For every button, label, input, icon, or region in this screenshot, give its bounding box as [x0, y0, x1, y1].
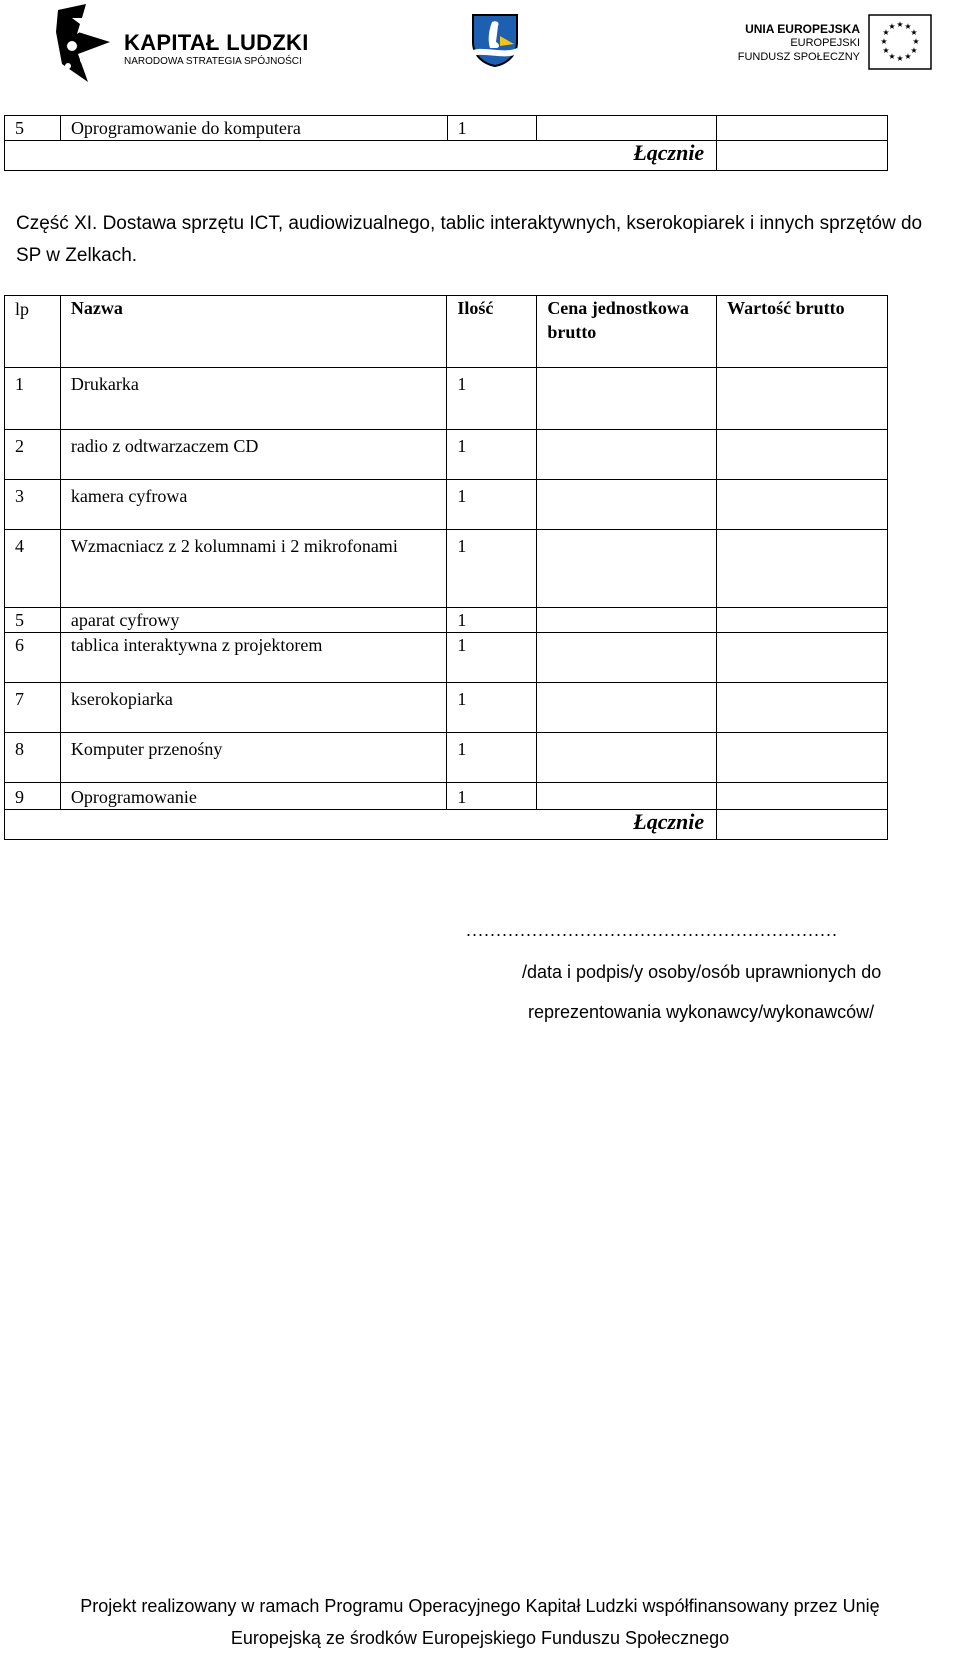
cell-name: Drukarka	[60, 368, 446, 430]
table-row	[5, 480, 888, 530]
table-row	[5, 430, 888, 480]
section-heading: Część XI. Dostawa sprzętu ICT, audiowizualnego, tablic interaktywnych, kserokopiarek i innych sprzętów do SP w Zelkach.	[16, 213, 923, 266]
header-lp: lp	[5, 296, 61, 368]
header-unit-price: Cena jednostkowa brutto	[537, 296, 717, 368]
cell-lp: 2	[5, 430, 61, 480]
cell-lp: 5	[5, 116, 61, 141]
table-row	[5, 783, 888, 810]
cell-value	[717, 783, 888, 810]
cell-unit-price	[537, 530, 717, 608]
cell-lp: 3	[5, 480, 61, 530]
svg-text:★: ★	[880, 37, 888, 46]
cell-value	[717, 608, 888, 633]
eu-flag-icon	[868, 14, 932, 70]
cell-value	[717, 430, 888, 480]
footer	[0, 1590, 960, 1654]
eu-fund-label	[730, 22, 860, 64]
cell-qty: 1	[447, 530, 537, 608]
cell-qty: 1	[447, 608, 537, 633]
svg-text:★: ★	[896, 20, 904, 29]
total-value-cell	[717, 141, 888, 171]
svg-text:★: ★	[910, 46, 918, 55]
cell-unit-price	[537, 633, 717, 683]
signature-line: ..............................................................	[466, 920, 839, 940]
cell-qty: 1	[447, 683, 537, 733]
table-row	[5, 116, 888, 141]
cell-qty: 1	[447, 733, 537, 783]
eu-label-line3: FUNDUSZ SPOŁECZNY	[737, 51, 860, 63]
kapital-ludzki-logo	[48, 2, 308, 84]
svg-text:★: ★	[888, 22, 896, 31]
cell-qty: 1	[447, 480, 537, 530]
signature-caption-line2: reprezentowania wykonawcy/wykonawców/	[528, 1002, 875, 1022]
cell-value	[717, 480, 888, 530]
cell-lp: 1	[5, 368, 61, 430]
cell-name: Komputer przenośny	[60, 733, 446, 783]
kapital-ludzki-subtitle: NARODOWA STRATEGIA SPÓJNOŚCI	[124, 56, 302, 67]
municipal-crest-logo	[470, 12, 520, 68]
cell-name: kserokopiarka	[60, 683, 446, 733]
svg-text:★: ★	[882, 46, 890, 55]
total-value-cell	[717, 810, 888, 840]
header-name: Nazwa	[60, 296, 446, 368]
svg-text:★: ★	[910, 28, 918, 37]
cell-value	[717, 733, 888, 783]
table-row	[5, 633, 888, 683]
cell-qty: 1	[447, 430, 537, 480]
cell-qty: 1	[447, 783, 537, 810]
cell-value	[717, 368, 888, 430]
cell-name: kamera cyfrowa	[60, 480, 446, 530]
cell-unit-price	[537, 368, 717, 430]
cell-unit-price	[537, 683, 717, 733]
cell-lp: 7	[5, 683, 61, 733]
cell-lp: 9	[5, 783, 61, 810]
total-label: Łącznie	[5, 141, 717, 171]
svg-text:★: ★	[904, 22, 912, 31]
eu-label-line1: UNIA EUROPEJSKA	[745, 22, 860, 36]
cell-name: Wzmacniacz z 2 kolumnami i 2 mikrofonami	[60, 530, 446, 608]
eu-label-line2: EUROPEJSKI	[790, 37, 860, 49]
cell-name: Oprogramowanie do komputera	[60, 116, 447, 141]
cell-qty: 1	[447, 633, 537, 683]
signature-caption-line1: /data i podpis/y osoby/osób uprawnionych do	[522, 962, 882, 982]
cell-lp: 5	[5, 608, 61, 633]
kapital-ludzki-star-icon	[48, 2, 118, 84]
svg-text:★: ★	[896, 54, 904, 63]
svg-text:★: ★	[912, 37, 920, 46]
total-row	[5, 810, 888, 840]
kapital-ludzki-title: KAPITAŁ LUDZKI	[124, 30, 309, 55]
cell-name: aparat cyfrowy	[60, 608, 446, 633]
cell-unit-price	[537, 116, 717, 141]
total-label: Łącznie	[5, 810, 717, 840]
cell-unit-price	[537, 733, 717, 783]
cell-lp: 4	[5, 530, 61, 608]
cell-lp: 8	[5, 733, 61, 783]
svg-text:★: ★	[882, 28, 890, 37]
cell-value	[717, 116, 888, 141]
cell-lp: 6	[5, 633, 61, 683]
header-value: Wartość brutto	[717, 296, 888, 368]
cell-unit-price	[537, 783, 717, 810]
cell-unit-price	[537, 480, 717, 530]
cell-qty: 1	[447, 116, 537, 141]
table-header-row	[5, 296, 888, 368]
table-row	[5, 733, 888, 783]
cell-name: Oprogramowanie	[60, 783, 446, 810]
items-table	[4, 295, 888, 840]
table-row	[5, 608, 888, 633]
cell-name: tablica interaktywna z projektorem	[60, 633, 446, 683]
svg-text:★: ★	[904, 52, 912, 61]
svg-text:★: ★	[888, 52, 896, 61]
table-row	[5, 368, 888, 430]
footer-line2: Europejską ze środków Europejskiego Funduszu Społecznego	[230, 1628, 730, 1648]
total-row	[5, 141, 888, 171]
items-table-continued	[4, 115, 888, 171]
table-row	[5, 530, 888, 608]
table-row	[5, 683, 888, 733]
cell-value	[717, 683, 888, 733]
cell-unit-price	[537, 608, 717, 633]
cell-qty: 1	[447, 368, 537, 430]
cell-value	[717, 633, 888, 683]
cell-unit-price	[537, 430, 717, 480]
cell-name: radio z odtwarzaczem CD	[60, 430, 446, 480]
footer-line1: Projekt realizowany w ramach Programu Operacyjnego Kapitał Ludzki współfinansowany przez Unię	[80, 1596, 880, 1616]
header-qty: Ilość	[447, 296, 537, 368]
cell-value	[717, 530, 888, 608]
